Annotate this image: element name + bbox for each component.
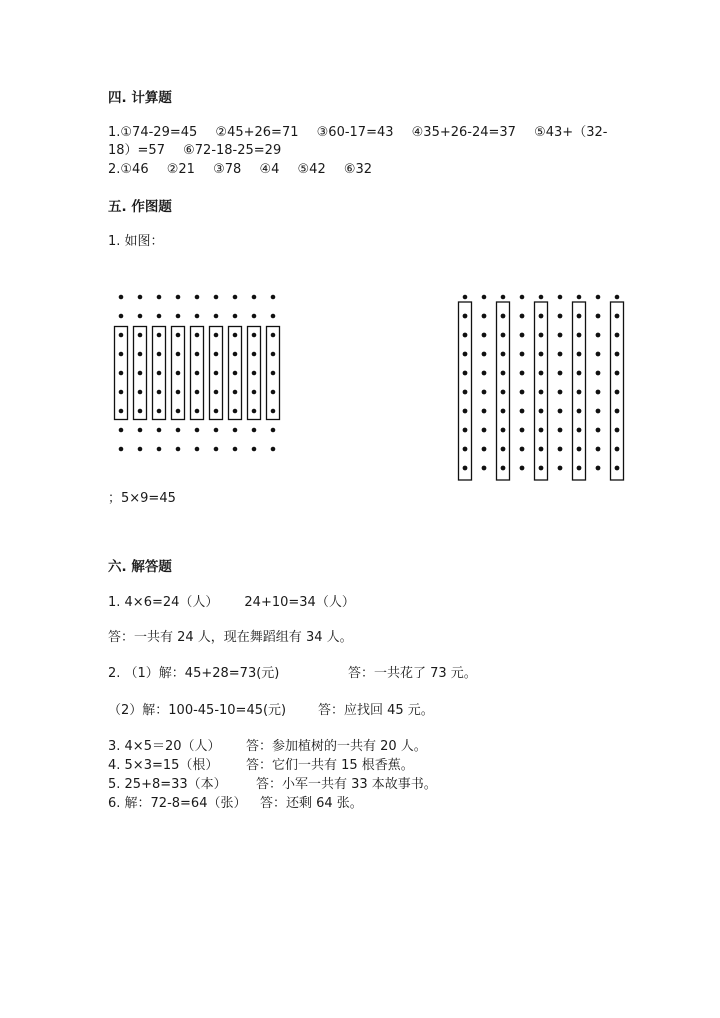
dot-array-figure-left: [100, 280, 320, 480]
dot: [558, 352, 563, 357]
dot: [157, 371, 162, 376]
dot: [520, 333, 525, 338]
dot: [615, 447, 620, 452]
dot: [501, 466, 506, 471]
dot: [176, 333, 181, 338]
dot: [176, 390, 181, 395]
dot: [539, 352, 544, 357]
dot: [482, 314, 487, 319]
dot: [463, 295, 468, 300]
dot: [119, 371, 124, 376]
dot: [596, 466, 601, 471]
dot: [520, 352, 525, 357]
dot: [233, 295, 238, 300]
dot: [195, 295, 200, 300]
calc-q2-line: [108, 162, 372, 178]
dot: [138, 390, 143, 395]
dot: [577, 390, 582, 395]
dot: [252, 352, 257, 357]
dot: [463, 371, 468, 376]
dot: [577, 352, 582, 357]
dot: [214, 352, 219, 357]
dot: [539, 428, 544, 433]
dot: [176, 428, 181, 433]
section-heading-calc: 四. 计算题: [108, 90, 172, 106]
answer-p1-calc-b: 24+10=34（人）: [244, 595, 355, 610]
dot: [233, 371, 238, 376]
dot: [501, 333, 506, 338]
calc-q1-line2: [108, 143, 281, 159]
answer-p6-calc: 6. 解：72-8=64（张）: [108, 796, 247, 811]
dot: [157, 314, 162, 319]
dot: [482, 466, 487, 471]
answer-p1-line: [108, 595, 355, 611]
dot: [176, 447, 181, 452]
calc-q2-item-5: ⑤42: [297, 162, 326, 177]
dot: [214, 295, 219, 300]
draw-formula: ；5×9=45: [108, 491, 176, 506]
dot: [596, 314, 601, 319]
dot: [463, 390, 468, 395]
dot: [157, 409, 162, 414]
calc-q2-prefix: 2.: [108, 162, 121, 177]
dot: [577, 466, 582, 471]
dot: [520, 295, 525, 300]
section-heading-draw: 五. 作图题: [108, 199, 172, 215]
dot: [252, 428, 257, 433]
dot: [596, 409, 601, 414]
dot: [157, 447, 162, 452]
dot: [615, 409, 620, 414]
dot: [482, 333, 487, 338]
answer-p5-ans: 答：小军一共有 33 本故事书。: [256, 777, 437, 792]
calc-q2-item-6: ⑥32: [343, 162, 373, 177]
dot: [119, 314, 124, 319]
dot: [252, 409, 257, 414]
dot: [157, 333, 162, 338]
dot: [539, 314, 544, 319]
dot: [539, 295, 544, 300]
dot: [138, 428, 143, 433]
dot: [195, 390, 200, 395]
dot: [252, 314, 257, 319]
dot: [119, 333, 124, 338]
dot: [520, 390, 525, 395]
answer-p5-calc: 5. 25+8=33（本）: [108, 777, 227, 792]
dot: [596, 333, 601, 338]
dot: [615, 371, 620, 376]
dot: [501, 352, 506, 357]
dot: [463, 428, 468, 433]
dot: [558, 428, 563, 433]
calc-q1-item-6: ⑥72-18-25=29: [183, 143, 282, 158]
calc-q2-item-4: ④4: [259, 162, 280, 177]
dot: [615, 390, 620, 395]
dot: [271, 333, 276, 338]
dot: [501, 390, 506, 395]
dot: [214, 314, 219, 319]
answer-p1-ans: 答：一共有 24 人，现在舞蹈组有 34 人。: [108, 630, 353, 645]
dot: [558, 466, 563, 471]
dot: [463, 447, 468, 452]
dot: [271, 447, 276, 452]
dot: [558, 409, 563, 414]
dot: [138, 314, 143, 319]
dot: [195, 314, 200, 319]
dot: [463, 466, 468, 471]
dot: [482, 428, 487, 433]
dot: [615, 466, 620, 471]
dot: [577, 447, 582, 452]
answer-p3-calc: 3. 4×5＝20（人）: [108, 739, 221, 754]
dot: [596, 371, 601, 376]
dot: [539, 447, 544, 452]
dot: [176, 314, 181, 319]
dot: [119, 352, 124, 357]
dot: [214, 390, 219, 395]
dot: [252, 371, 257, 376]
dot: [577, 314, 582, 319]
dot: [501, 295, 506, 300]
calc-q1-item-2: ②45+26=71: [215, 125, 299, 140]
dot: [596, 428, 601, 433]
dot: [539, 466, 544, 471]
dot: [615, 352, 620, 357]
dot: [520, 466, 525, 471]
dot: [214, 333, 219, 338]
dot: [176, 409, 181, 414]
dot: [482, 447, 487, 452]
answer-p4-calc: 4. 5×3=15（根）: [108, 758, 219, 773]
answer-p2-line1: [108, 666, 279, 682]
dot: [596, 352, 601, 357]
calc-q2-item-2: ②21: [166, 162, 195, 177]
dot: [482, 295, 487, 300]
dot: [195, 352, 200, 357]
calc-q1-item-4: ④35+26-24=37: [411, 125, 516, 140]
dot: [501, 447, 506, 452]
dot: [615, 428, 620, 433]
dot: [539, 333, 544, 338]
dot: [252, 390, 257, 395]
dot: [119, 428, 124, 433]
calc-q2-item-1: ①46: [120, 162, 149, 177]
dot: [138, 333, 143, 338]
dot: [119, 390, 124, 395]
dot: [138, 409, 143, 414]
dot: [195, 428, 200, 433]
calc-q1-prefix: 1.: [108, 125, 121, 140]
dot: [233, 352, 238, 357]
dot: [577, 371, 582, 376]
dot: [176, 352, 181, 357]
dot: [558, 390, 563, 395]
dot: [482, 352, 487, 357]
dot: [558, 333, 563, 338]
dot: [539, 409, 544, 414]
calc-q1-line1: [108, 125, 607, 141]
dot: [615, 314, 620, 319]
dot: [271, 390, 276, 395]
dot: [214, 428, 219, 433]
dot: [520, 314, 525, 319]
dot: [214, 371, 219, 376]
dot: [214, 409, 219, 414]
dot: [233, 447, 238, 452]
draw-q1-label: 1. 如图：: [108, 234, 164, 249]
answer-p2-ans-1: 答：一共花了 73 元。: [348, 666, 477, 681]
dot: [138, 447, 143, 452]
dot: [482, 409, 487, 414]
dot: [271, 428, 276, 433]
dot: [157, 390, 162, 395]
dot: [615, 295, 620, 300]
dot: [214, 447, 219, 452]
dot: [558, 447, 563, 452]
dot: [558, 371, 563, 376]
dot: [577, 333, 582, 338]
dot: [520, 428, 525, 433]
dot: [176, 295, 181, 300]
answer-p6-ans: 答：还剩 64 张。: [260, 796, 363, 811]
calc-q1-item-5: ⑤43+（32-: [534, 125, 608, 140]
dot: [157, 352, 162, 357]
dot: [558, 295, 563, 300]
dot: [501, 409, 506, 414]
calc-q1-item-3: ③60-17=43: [316, 125, 394, 140]
dot: [119, 295, 124, 300]
dot: [271, 352, 276, 357]
dot: [157, 295, 162, 300]
dot: [596, 295, 601, 300]
calc-q1-item-1: ①74-29=45: [120, 125, 198, 140]
dot: [482, 390, 487, 395]
dot: [195, 333, 200, 338]
answer-p4-ans: 答：它们一共有 15 根香蕉。: [246, 758, 414, 773]
dot: [615, 333, 620, 338]
dot: [252, 333, 257, 338]
dot: [138, 371, 143, 376]
dot: [463, 409, 468, 414]
dot: [463, 352, 468, 357]
dot: [596, 447, 601, 452]
dot: [157, 428, 162, 433]
calc-q2-item-3: ③78: [213, 162, 242, 177]
dot: [520, 409, 525, 414]
dot: [138, 295, 143, 300]
answer-p1-calc-a: 1. 4×6=24（人）: [108, 595, 219, 610]
section-heading-answer: 六. 解答题: [108, 559, 172, 575]
dot: [539, 390, 544, 395]
dot: [577, 428, 582, 433]
calc-q1-cont: 18）=57: [108, 143, 165, 158]
dot: [252, 295, 257, 300]
dot: [501, 314, 506, 319]
dot: [520, 447, 525, 452]
answer-p3-ans: 答：参加植树的一共有 20 人。: [246, 739, 427, 754]
dot: [501, 428, 506, 433]
dot: [138, 352, 143, 357]
dot: [501, 371, 506, 376]
dot: [233, 409, 238, 414]
dot: [195, 447, 200, 452]
dot: [119, 447, 124, 452]
dot-array-figure-right: [445, 280, 655, 490]
dot: [463, 314, 468, 319]
dot: [176, 371, 181, 376]
dot: [482, 371, 487, 376]
dot: [577, 295, 582, 300]
dot: [233, 428, 238, 433]
dot: [577, 409, 582, 414]
dot: [520, 371, 525, 376]
answer-p2-calc-1: 2. （1）解：45+28=73(元): [108, 666, 280, 681]
dot: [271, 295, 276, 300]
answer-p2-ans-2: 答：应找回 45 元。: [318, 703, 434, 718]
dot: [271, 409, 276, 414]
dot: [233, 314, 238, 319]
dot: [463, 333, 468, 338]
dot: [539, 371, 544, 376]
dot: [596, 390, 601, 395]
dot: [195, 371, 200, 376]
dot: [271, 314, 276, 319]
answer-p2-calc-2: （2）解：100-45-10=45(元): [108, 703, 287, 718]
dot: [233, 333, 238, 338]
dot: [233, 390, 238, 395]
dot: [195, 409, 200, 414]
dot: [119, 409, 124, 414]
dot: [252, 447, 257, 452]
dot: [558, 314, 563, 319]
dot: [271, 371, 276, 376]
